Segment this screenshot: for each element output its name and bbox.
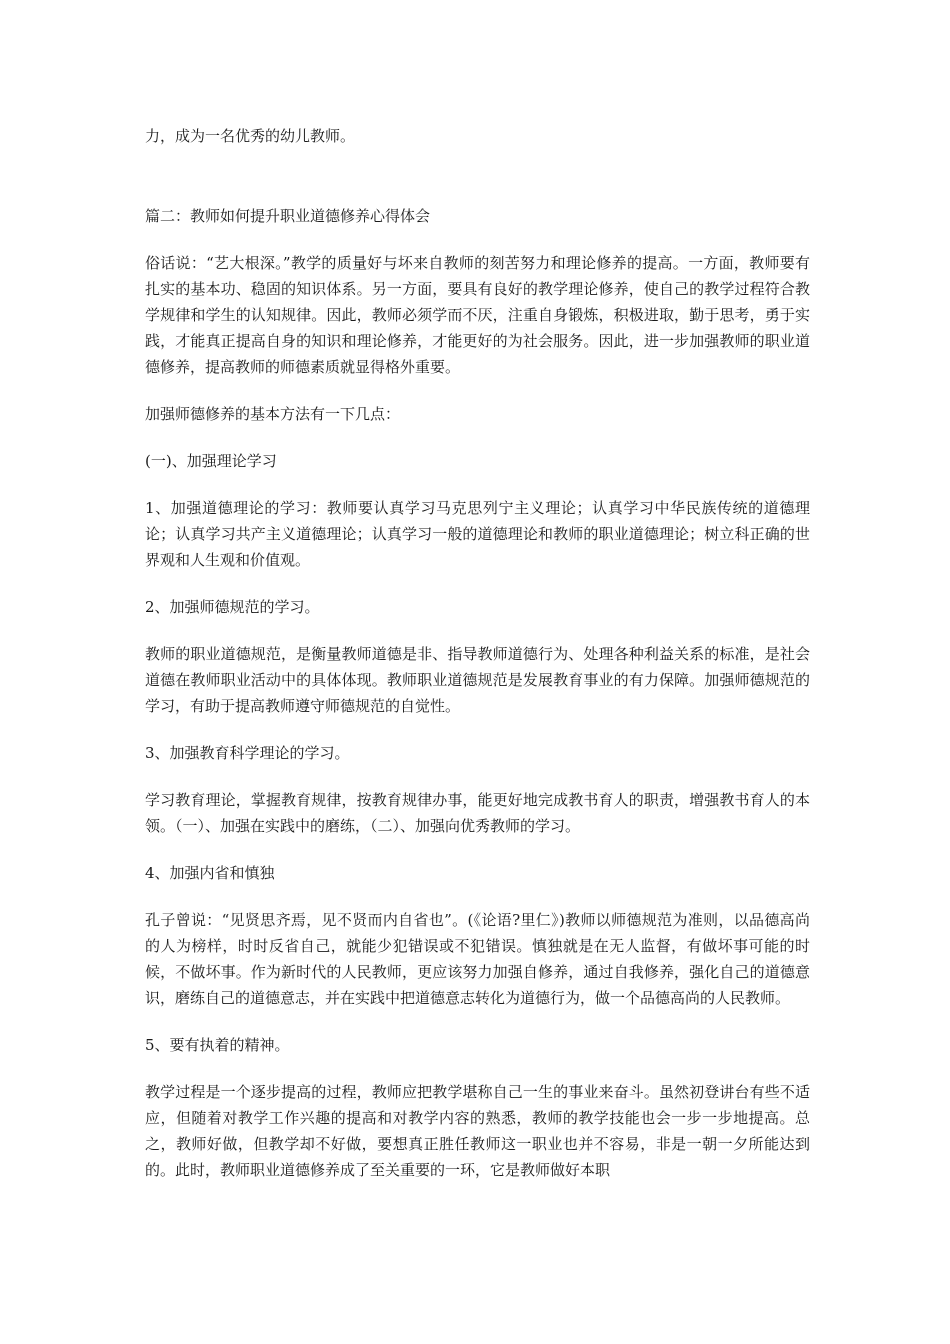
- heading-point-2: 2、加强师德规范的学习。: [145, 598, 320, 616]
- paragraph-continuation: 力，成为一名优秀的幼儿教师。: [145, 127, 356, 145]
- paragraph-point-2: 教师的职业道德规范，是衡量教师道德是非、指导教师道德行为、处理各种利益关系的标准，是社会道德在教师职业活动中的具体体现。教师职业道德规范是发展教育事业的有力保障。加强师德规范的学习，有助于提高教师遵守师德规范的自觉性。: [145, 645, 810, 715]
- section-title: 篇二：教师如何提升职业道德修养心得体会: [145, 207, 431, 225]
- heading-point-5: 5、要有执着的精神。: [145, 1036, 290, 1054]
- paragraph-point-5: 教学过程是一个逐步提高的过程，教师应把教学堪称自己一生的事业来奋斗。虽然初登讲台有些不适应，但随着对教学工作兴趣的提高和对教学内容的熟悉，教师的教学技能也会一步一步地提高。总之，教师好做，但教学却不好做，要想真正胜任教师这一职业也并不容易，非是一朝一夕所能达到的。此时，教师职业道德修养成了至关重要的一环，它是教师做好本职: [145, 1083, 810, 1179]
- paragraph-intro: 俗话说：“艺大根深。”教学的质量好与坏来自教师的刻苦努力和理论修养的提高。一方面，教师要有扎实的基本功、稳固的知识体系。另一方面，要具有良好的教学理论修养，使自己的教学过程符合教学规律和学生的认知规律。因此，教师必须学而不厌，注重自身锻炼，积极进取，勤于思考，勇于实践，才能真正提高自身的知识和理论修养，才能更好的为社会服务。因此，进一步加强教师的职业道德修养，提高教师的师德素质就显得格外重要。: [145, 254, 810, 376]
- paragraph-point-1: 1、加强道德理论的学习：教师要认真学习马克思列宁主义理论；认真学习中华民族传统的道德理论；认真学习共产主义道德理论；认真学习一般的道德理论和教师的职业道德理论；树立科正确的世界观和人生观和价值观。: [145, 499, 810, 569]
- heading-theory-study: (一)、加强理论学习: [145, 452, 277, 470]
- heading-point-4: 4、加强内省和慎独: [145, 864, 275, 882]
- heading-point-3: 3、加强教育科学理论的学习。: [145, 744, 350, 762]
- document-body: [145, 123, 810, 1183]
- paragraph-point-4: 孔子曾说：“见贤思齐焉，见不贤而内自省也”。(《论语?里仁》)教师以师德规范为准则，以品德高尚的人为榜样，时时反省自己，就能少犯错误或不犯错误。慎独就是在无人监督，有做坏事可能的时候，不做坏事。作为新时代的人民教师，更应该努力加强自修养，通过自我修养，强化自己的道德意识，磨练自己的道德意志，并在实践中把道德意志转化为道德行为，做一个品德高尚的人民教师。: [145, 911, 810, 1007]
- paragraph-methods-lead: 加强师德修养的基本方法有一下几点：: [145, 405, 401, 423]
- paragraph-point-3: 学习教育理论，掌握教育规律，按教育规律办事，能更好地完成教书育人的职责，增强教书育人的本领。（一）、加强在实践中的磨练，（二）、加强向优秀教师的学习。: [145, 791, 810, 835]
